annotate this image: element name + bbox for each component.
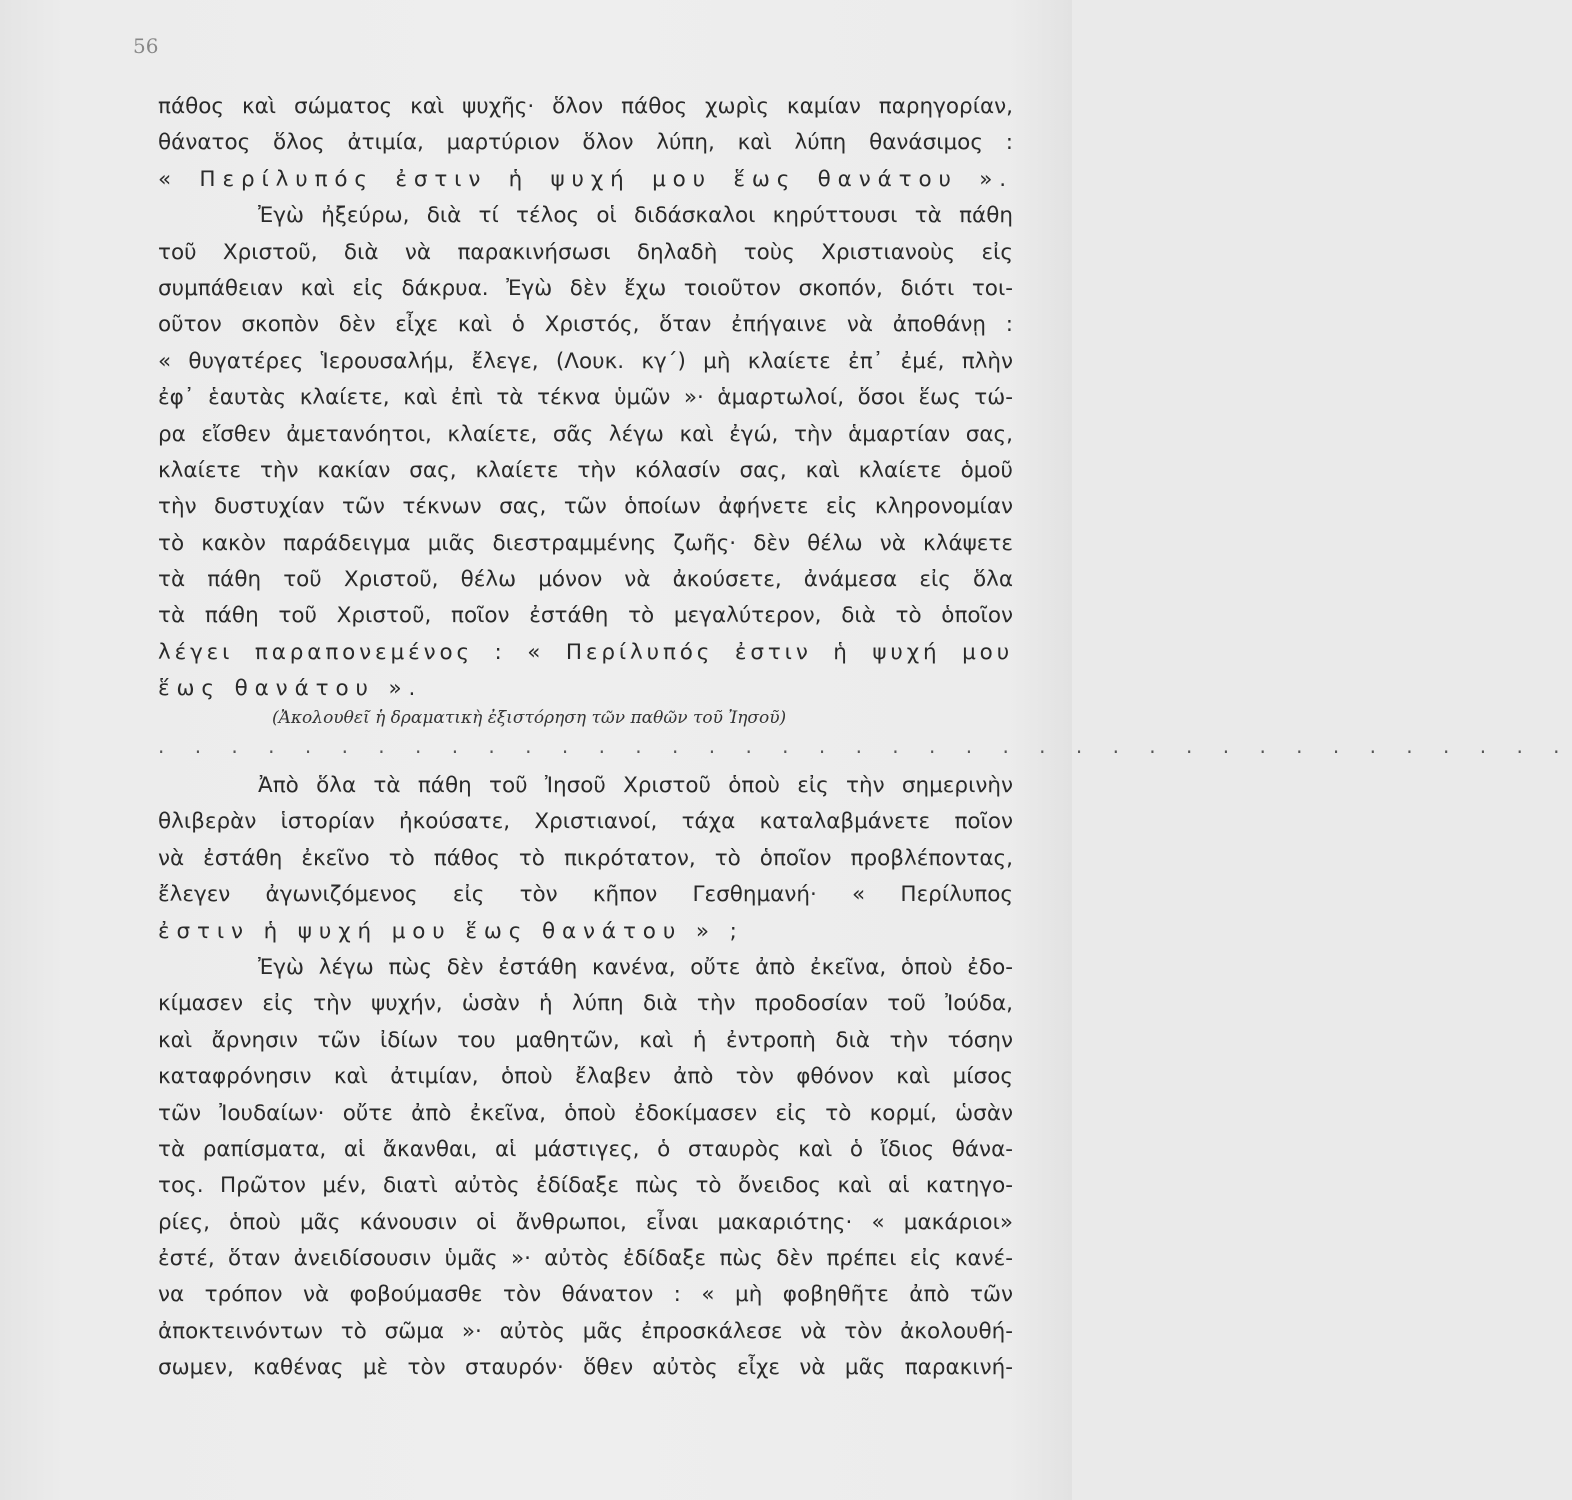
text-line: τὰ πάθη τοῦ Χριστοῦ, θέλω μόνον νὰ ἀκούσετε, ἀνάμεσα εἰς ὅλα bbox=[158, 567, 1013, 593]
text-line: συμπάθειαν καὶ εἰς δάκρυα. Ἐγὼ δὲν ἔχω τοιοῦτον σκοπόν, διότι τοι- bbox=[158, 275, 1013, 301]
text-line: τῶν Ἰουδαίων· οὔτε ἀπὸ ἐκεῖνα, ὁποὺ ἐδοκίμασεν εἰς τὸ κορμί, ὡσὰν bbox=[158, 1100, 1013, 1126]
text-line: ἐφ᾽ ἑαυτὰς κλαίετε, καὶ ἐπὶ τὰ τέκνα ὑμῶν »· ἁμαρτωλοί, ὅσοι ἕως τώ- bbox=[158, 385, 1013, 411]
text-line: τὰ πάθη τοῦ Χριστοῦ, ποῖον ἐστάθη τὸ μεγαλύτερον, διὰ τὸ ὁποῖον bbox=[158, 603, 1013, 629]
text-line: ρα εἴσθεν ἀμετανόητοι, κλαίετε, σᾶς λέγω καὶ ἐγώ, τὴν ἁμαρτίαν σας, bbox=[158, 421, 1013, 447]
text-line: να τρόπον νὰ φοβούμασθε τὸν θάνατον : « μὴ φοβηθῆτε ἀπὸ τῶν bbox=[158, 1282, 1013, 1308]
text-line: σωμεν, καθένας μὲ τὸν σταυρόν· ὅθεν αὐτὸς εἶχε νὰ μᾶς παρακινή- bbox=[158, 1355, 1013, 1381]
text-line-quote: « Περίλυπός ἐστιν ἡ ψυχή μου ἕως θανάτου ». bbox=[158, 166, 1013, 192]
text-line: ἀποκτεινόντων τὸ σῶμα »· αὐτὸς μᾶς ἐπροσκάλεσε νὰ τὸν ἀκολουθή- bbox=[158, 1318, 1013, 1344]
text-line: νὰ ἐστάθη ἐκεῖνο τὸ πάθος τὸ πικρότατον, τὸ ὁποῖον προβλέποντας, bbox=[158, 845, 1013, 871]
text-line: « θυγατέρες Ἱερουσαλήμ, ἔλεγε, (Λουκ. κγ΄) μὴ κλαίετε ἐπ᾽ ἐμέ, πλὴν bbox=[158, 348, 1013, 374]
text-line: τοῦ Χριστοῦ, διὰ νὰ παρακινήσωσι δηλαδὴ τοὺς Χριστιανοὺς εἰς bbox=[158, 239, 1013, 265]
text-line: τὰ ραπίσματα, αἱ ἄκανθαι, αἱ μάστιγες, ὁ σταυρὸς καὶ ὁ ἴδιος θάνα- bbox=[158, 1136, 1013, 1162]
text-line: τὴν δυστυχίαν τῶν τέκνων σας, τῶν ὁποίων ἀφήνετε εἰς κληρονομίαν bbox=[158, 494, 1013, 520]
text-line: τος. Πρῶτον μέν, διατὶ αὐτὸς ἐδίδαξε πὼς τὸ ὄνειδος καὶ αἱ κατηγο- bbox=[158, 1173, 1013, 1199]
text-line-quote: ἕως θανάτου ». bbox=[158, 676, 423, 702]
text-line: ἐστέ, ὅταν ἀνειδίσουσιν ὑμᾶς »· αὐτὸς ἐδίδαξε πὼς δὲν πρέπει εἰς κανέ- bbox=[158, 1246, 1013, 1272]
paragraph-1 bbox=[158, 89, 1013, 708]
text-line: Ἀπὸ ὅλα τὰ πάθη τοῦ Ἰησοῦ Χριστοῦ ὁποὺ εἰς τὴν σημερινὴν bbox=[258, 773, 1013, 798]
text-line: οῦτον σκοπὸν δὲν εἶχε καὶ ὁ Χριστός, ὅταν ἐπήγαινε νὰ ἀποθάνῃ : bbox=[158, 312, 1013, 338]
editorial-note: (Ἀκολουθεῖ ἡ δραματικὴ ἐξιστόρηση τῶν παθῶν τοῦ Ἰησοῦ) bbox=[272, 708, 787, 728]
text-line: Ἐγὼ ἠξεύρω, διὰ τί τέλος οἱ διδάσκαλοι κηρύττουσι τὰ πάθη bbox=[258, 203, 1013, 229]
ellipsis-divider: . . . . . . . . . . . . . . . . . . . . . . . . . . . . . . . . . . . . . . . bbox=[158, 734, 1572, 758]
text-line: θάνατος ὅλος ἀτιμία, μαρτύριον ὅλον λύπη, καὶ λύπη θανάσιμος : bbox=[158, 130, 1013, 156]
text-line: θλιβερὰν ἱστορίαν ἠκούσατε, Χριστιανοί, τάχα καταλαβμάνετε ποῖον bbox=[158, 809, 1013, 835]
text-line: ρίες, ὁποὺ μᾶς κάνουσιν οἱ ἄνθρωποι, εἶναι μακαριότης· « μακάριοι» bbox=[158, 1209, 1013, 1235]
text-line: τὸ κακὸν παράδειγμα μιᾶς διεστραμμένης ζωῆς· δὲν θέλω νὰ κλάψετε bbox=[158, 530, 1013, 556]
text-line: καταφρόνησιν καὶ ἀτιμίαν, ὁποὺ ἔλαβεν ἀπὸ τὸν φθόνον καὶ μίσος bbox=[158, 1064, 1013, 1090]
paragraph-2 bbox=[158, 768, 1013, 1387]
text-line-quote: λέγει παραπονεμένος : « Περίλυπός ἐστιν ἡ ψυχή μου bbox=[158, 639, 1013, 665]
text-line: πάθος καὶ σώματος καὶ ψυχῆς· ὅλον πάθος χωρὶς καμίαν παρηγορίαν, bbox=[158, 94, 1013, 119]
text-line: Ἐγὼ λέγω πὼς δὲν ἐστάθη κανένα, οὔτε ἀπὸ ἐκεῖνα, ὁποὺ ἐδο- bbox=[258, 954, 1013, 980]
text-line: ἔλεγεν ἀγωνιζόμενος εἰς τὸν κῆπον Γεσθημανή· « Περίλυπος bbox=[158, 882, 1013, 908]
text-line: κλαίετε τὴν κακίαν σας, κλαίετε τὴν κόλασίν σας, καὶ κλαίετε ὁμοῦ bbox=[158, 457, 1013, 483]
text-line: καὶ ἄρνησιν τῶν ἰδίων του μαθητῶν, καὶ ἡ ἐντροπὴ διὰ τὴν τόσην bbox=[158, 1027, 1013, 1053]
text-line-quote: ἐστιν ἡ ψυχή μου ἕως θανάτου » ; bbox=[158, 918, 744, 944]
page-number: 56 bbox=[133, 34, 159, 58]
text-line: κίμασεν εἰς τὴν ψυχήν, ὡσὰν ἡ λύπη διὰ τὴν προδοσίαν τοῦ Ἰούδα, bbox=[158, 991, 1013, 1017]
